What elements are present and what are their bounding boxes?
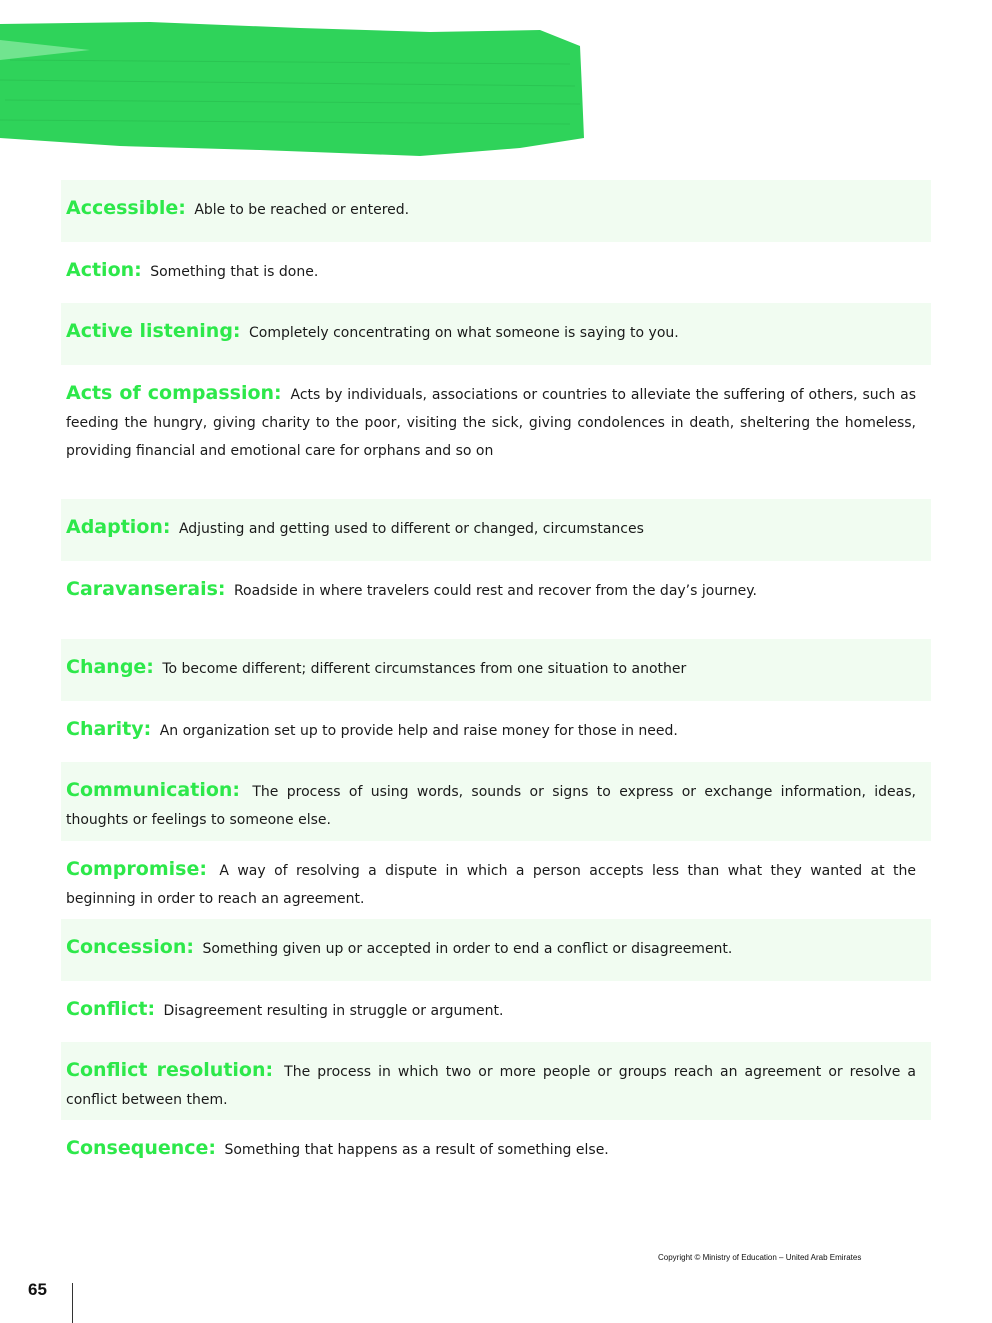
glossary-entry xyxy=(61,1120,931,1182)
glossary-term: Communication: xyxy=(66,779,241,801)
glossary-definition: Adjusting and getting used to different or changed, circumstances xyxy=(178,521,644,537)
green-brush-stroke-banner xyxy=(0,20,585,156)
page-number: 65 xyxy=(28,1280,47,1299)
glossary-definition: Something that happens as a result of something else. xyxy=(224,1142,609,1158)
glossary-entry xyxy=(61,365,931,499)
glossary-definition: Able to be reached or entered. xyxy=(194,202,410,218)
glossary-definition: The process in which two or more people or groups reach an agreement or resolve a conflict between them. xyxy=(66,1064,917,1108)
copyright-notice: Copyright © Ministry of Education – United Arab Emirates xyxy=(658,1253,862,1262)
glossary-term: Acts of compassion: xyxy=(66,382,282,404)
glossary-definition: Disagreement resulting in struggle or argument. xyxy=(163,1003,504,1019)
glossary-definition: Roadside in where travelers could rest and recover from the day’s journey. xyxy=(233,583,757,599)
glossary-definition: Acts by individuals, associations or countries to alleviate the suffering of others, such as feeding the hungry, giving charity to the poor, visiting the sick, giving condolences in death, sheltering the homeless, providing financial and emotional care for orphans and so on xyxy=(66,387,916,459)
glossary-entry xyxy=(61,762,931,841)
glossary-definition: To become different; different circumstances from one situation to another xyxy=(162,661,687,677)
glossary-entry xyxy=(61,303,931,365)
glossary-entry xyxy=(61,919,931,981)
glossary-term: Change: xyxy=(66,656,154,678)
glossary-entry xyxy=(61,561,931,639)
glossary-definition: Completely concentrating on what someone is saying to you. xyxy=(248,325,679,341)
glossary-entry xyxy=(61,701,931,762)
glossary-term: Consequence: xyxy=(66,1137,217,1159)
glossary-definition: Something that is done. xyxy=(150,264,319,280)
glossary-term: Charity: xyxy=(66,718,152,740)
glossary-list xyxy=(61,180,931,1182)
glossary-entry xyxy=(61,639,931,701)
glossary-term: Concession: xyxy=(66,936,194,958)
glossary-term: Conflict: xyxy=(66,998,156,1020)
glossary-term: Adaption: xyxy=(66,516,171,538)
glossary-term: Compromise: xyxy=(66,858,207,880)
glossary-entry xyxy=(61,242,931,303)
glossary-entry xyxy=(61,841,931,919)
glossary-entry xyxy=(61,180,931,242)
glossary-definition: A way of resolving a dispute in which a person accepts less than what they wanted at the beginning in order to reach an agreement. xyxy=(66,863,916,907)
glossary-term: Action: xyxy=(66,259,142,281)
footer-divider xyxy=(72,1283,73,1323)
glossary-term: Accessible: xyxy=(66,197,186,219)
glossary-term: Active listening: xyxy=(66,320,241,342)
glossary-entry xyxy=(61,1042,931,1120)
glossary-entry xyxy=(61,981,931,1042)
glossary-definition: The process of using words, sounds or signs to express or exchange information, ideas, thoughts or feelings to someone else. xyxy=(66,784,916,828)
glossary-term: Conflict resolution: xyxy=(66,1059,274,1081)
glossary-definition: An organization set up to provide help and raise money for those in need. xyxy=(159,723,678,739)
glossary-term: Caravanserais: xyxy=(66,578,226,600)
glossary-definition: Something given up or accepted in order to end a conflict or disagreement. xyxy=(202,941,733,957)
glossary-entry xyxy=(61,499,931,561)
